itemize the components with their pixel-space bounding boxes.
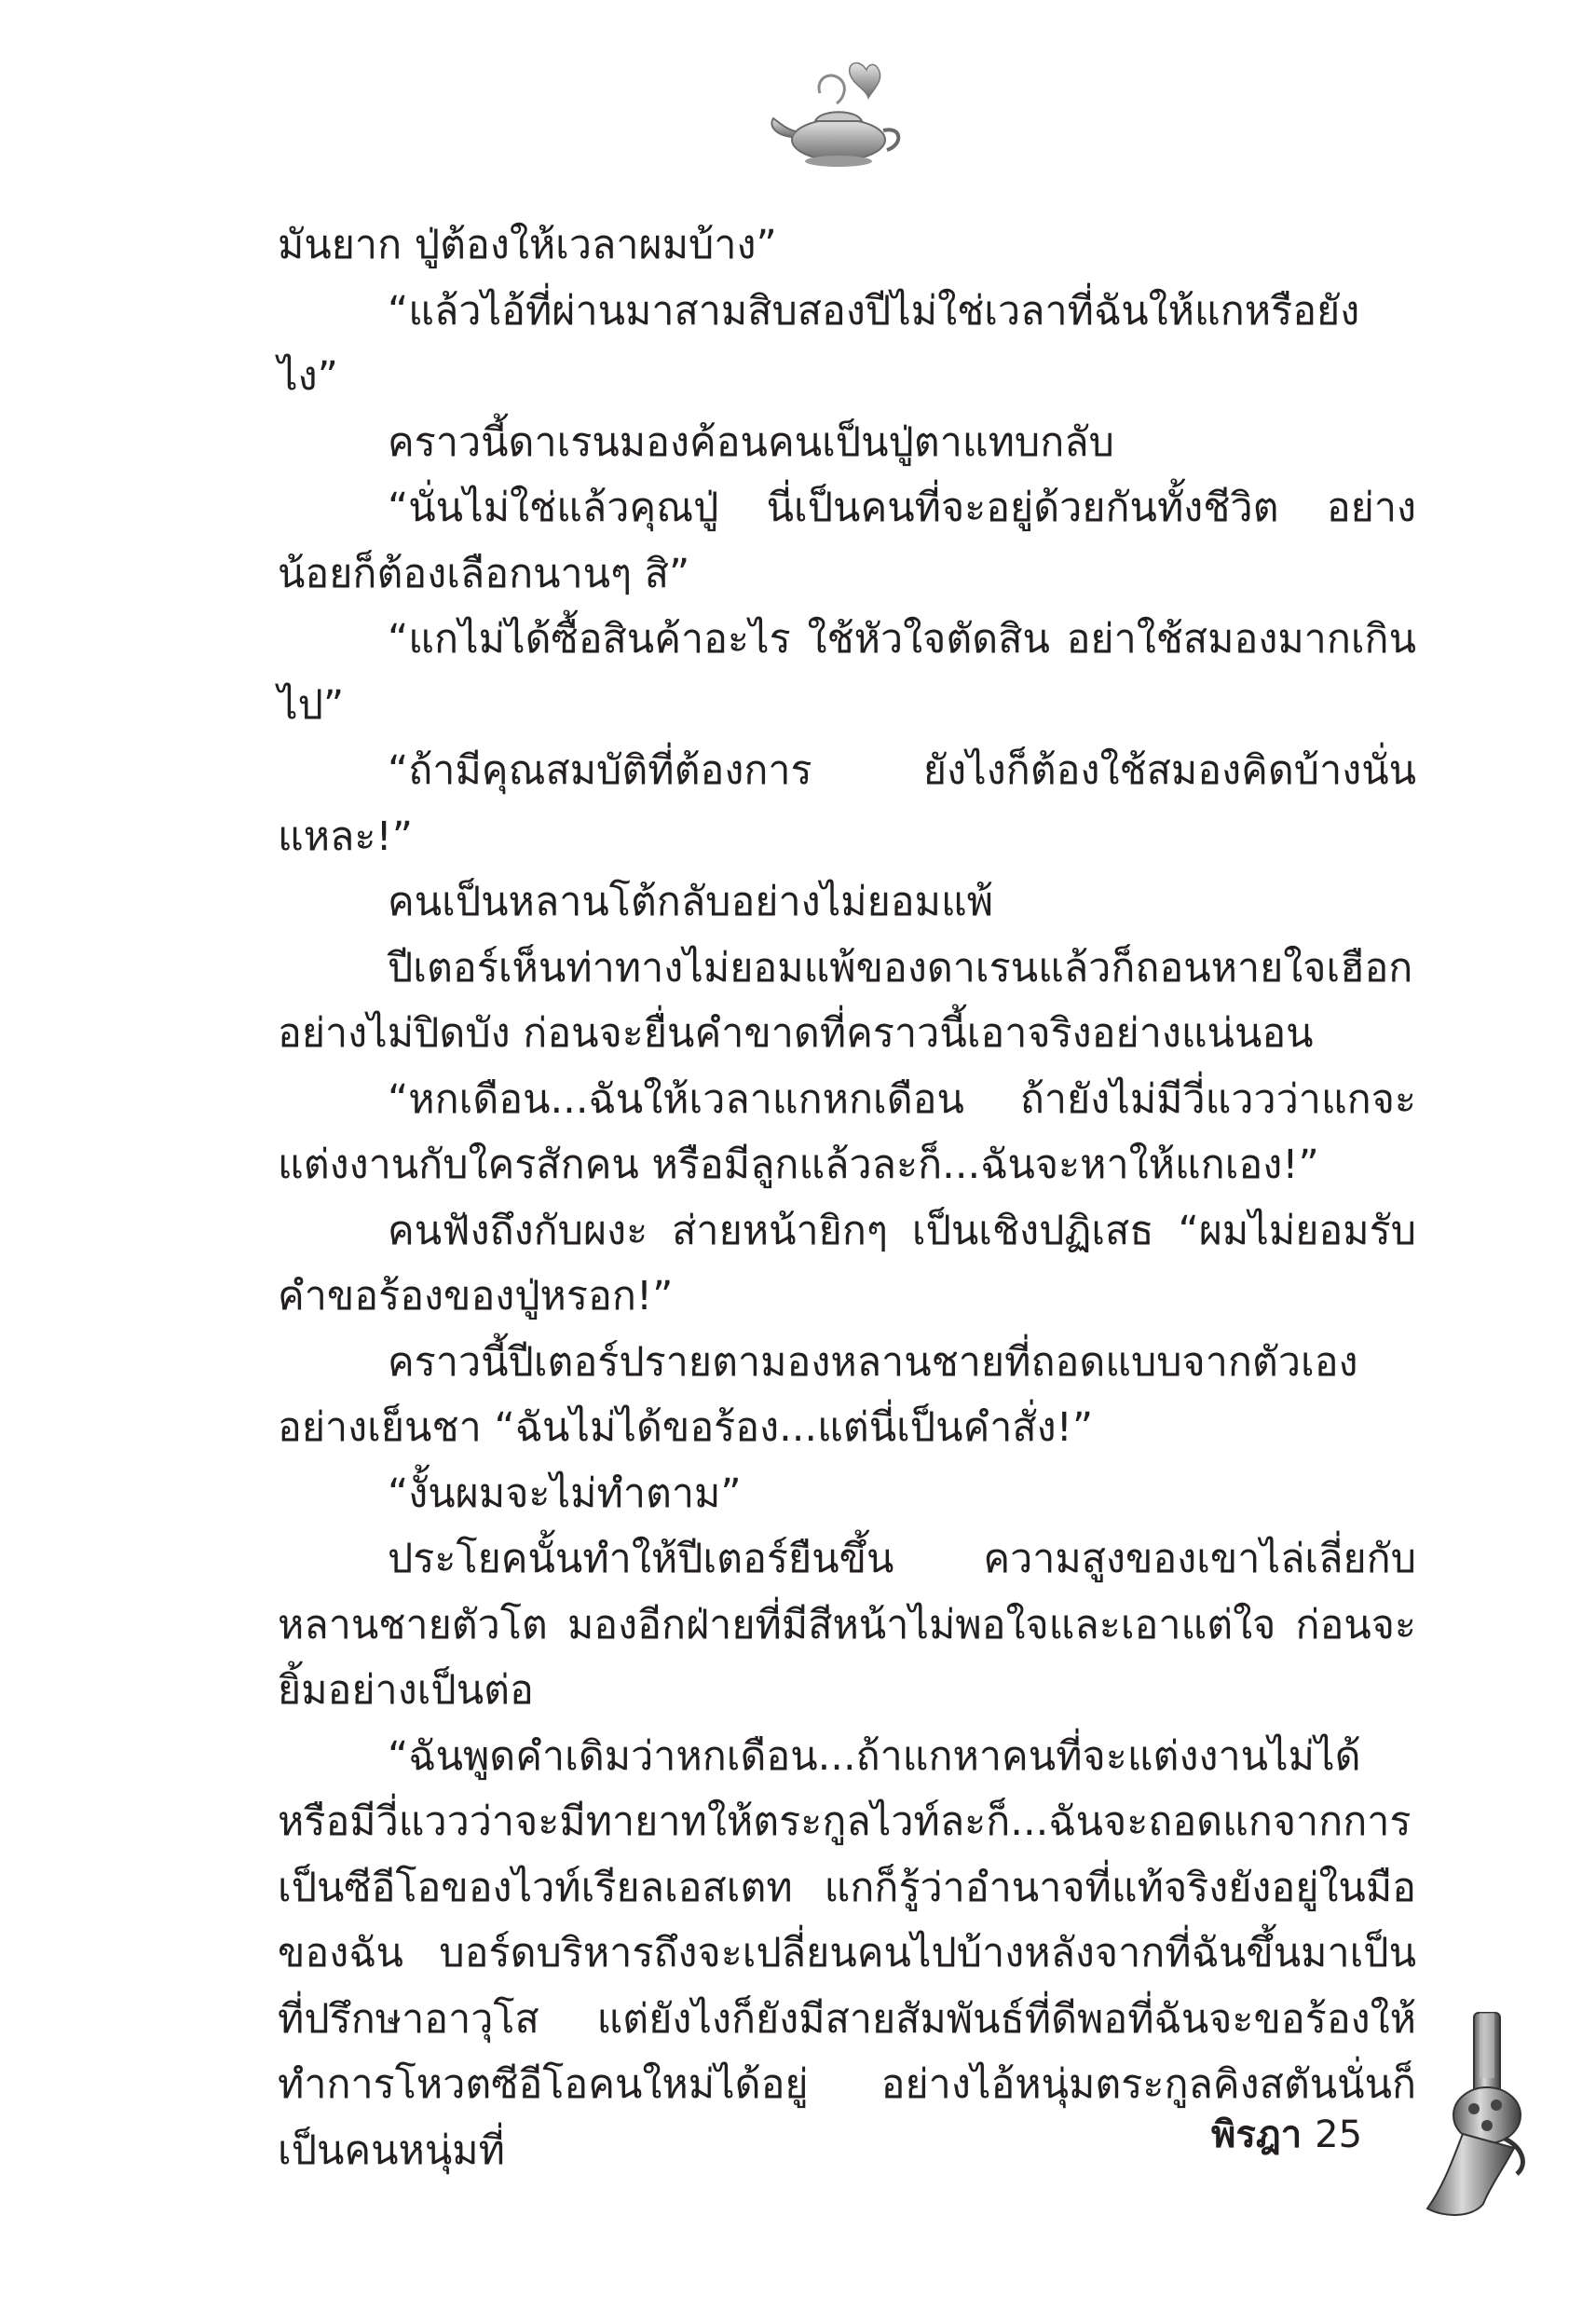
paragraph: ประโยคนั้นทำให้ปีเตอร์ยืนขึ้น ความสูงของเขาไล่เลี่ยกับหลานชายตัวโต มองอีกฝ่ายที่มีสีหน้าไม่พอใจและเอาแต่ใจ ก่อนจะยิ้มอย่างเป็นต่อ xyxy=(278,1536,1416,1714)
paragraph: มันยาก ปู่ต้องให้เวลาผมบ้าง” xyxy=(278,222,777,268)
body-text xyxy=(278,212,1416,2183)
paragraph: “ถ้ามีคุณสมบัติที่ต้องการ ยังไงก็ต้องใช้สมองคิดบ้างนั่นแหละ!” xyxy=(278,747,1416,860)
teapot-ornament-icon xyxy=(764,51,913,172)
paragraph: คราวนี้ปีเตอร์ปรายตามองหลานชายที่ถอดแบบจากตัวเองอย่างเย็นชา “ฉันไม่ได้ขอร้อง...แต่นี่เป็นคำสั่ง!” xyxy=(278,1338,1358,1451)
paragraph: “นั่นไม่ใช่แล้วคุณปู่ นี่เป็นคนที่จะอยู่ด้วยกันทั้งชีวิต อย่างน้อยก็ต้องเลือกนานๆ สิ” xyxy=(278,485,1416,597)
author-name: พิรฎา xyxy=(1211,2113,1303,2156)
paragraph: คราวนี้ดาเรนมองค้อนคนเป็นปู่ตาแทบกลับ xyxy=(388,418,1114,466)
paragraph: “ฉันพูดคำเดิมว่าหกเดือน...ถ้าแกหาคนที่จะแต่งงานไม่ได้หรือมีวี่แววว่าจะมีทายาทให้ตระกูลไวท์ละก็...ฉันจะถอดแกจากการเป็นซีอีโอของไวท์เรียลเอสเตท แกก็รู้ว่าอำนาจที่แท้จริงยังอยู่ในมือของฉัน บอร์ดบริหารถึงจะเปลี่ยนคนไปบ้างหลังจากที่ฉันขึ้นมาเป็นที่ปรึกษาอาวุโส แต่ยังไงก็ยังมีสายสัมพันธ์ที่ดีพอที่ฉันจะขอร้องให้ทำการโหวตซีอีโอคนใหม่ได้อยู่ อย่างไอ้หนุ่มตระกูลคิงสตันนั่นก็เป็นคนหนุ่มที่ xyxy=(278,1732,1416,2174)
paragraph: “งั้นผมจะไม่ทำตาม” xyxy=(388,1470,742,1517)
paragraph: คนเป็นหลานโต้กลับอย่างไม่ยอมแพ้ xyxy=(388,879,994,925)
page-number: 25 xyxy=(1315,2113,1363,2156)
page-footer xyxy=(1211,2104,1362,2164)
paragraph: “แล้วไอ้ที่ผ่านมาสามสิบสองปีไม่ใช่เวลาที่ฉันให้แกหรือยังไง” xyxy=(278,287,1360,400)
paragraph: “แกไม่ได้ซื้อสินค้าอะไร ใช้หัวใจตัดสิน อย่าใช้สมองมากเกินไป” xyxy=(278,616,1416,729)
paragraph: “หกเดือน...ฉันให้เวลาแกหกเดือน ถ้ายังไม่มีวี่แววว่าแกจะแต่งงานกับใครสักคน หรือมีลูกแล้วละก็...ฉันจะหาให้แกเอง!” xyxy=(278,1075,1416,1188)
revolver-icon xyxy=(1416,2008,1556,2222)
paragraph: คนฟังถึงกับผงะ ส่ายหน้ายิกๆ เป็นเชิงปฏิเสธ “ผมไม่ยอมรับคำขอร้องของปู่หรอก!” xyxy=(278,1207,1416,1320)
paragraph: ปีเตอร์เห็นท่าทางไม่ยอมแพ้ของดาเรนแล้วก็ถอนหายใจเฮือกอย่างไม่ปิดบัง ก่อนจะยื่นคำขาดที่คราวนี้เอาจริงอย่างแน่นอน xyxy=(278,944,1413,1057)
